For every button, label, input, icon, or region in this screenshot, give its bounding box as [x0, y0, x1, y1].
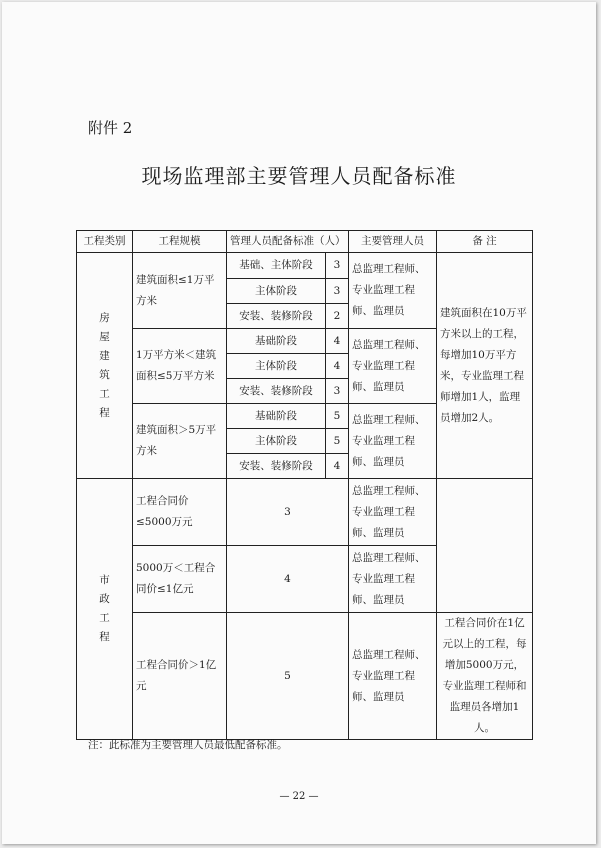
staff-cell: 总监理工程师、专业监理工程师、监理员: [349, 613, 437, 740]
header-staff: 主要管理人员: [349, 231, 437, 253]
scale-cell: 5000万＜工程合同价≤1亿元: [133, 546, 227, 613]
count-cell: 2: [326, 304, 349, 329]
scale-cell: 工程合同价＞1亿元: [133, 613, 227, 740]
scale-cell: 建筑面积＞5万平方米: [133, 404, 227, 479]
stage-cell: 安装、装修阶段: [227, 454, 326, 479]
remark-municipal: 工程合同价在1亿元以上的工程，每增加5000万元，专业监理工程师和监理员各增加1人。: [437, 613, 533, 740]
stage-cell: 主体阶段: [227, 429, 326, 454]
stage-cell: 主体阶段: [227, 354, 326, 379]
staff-cell: 总监理工程师、专业监理工程师、监理员: [349, 253, 437, 329]
count-cell: 4: [326, 354, 349, 379]
stage-cell: 基础阶段: [227, 404, 326, 429]
document-title: 现场监理部主要管理人员配备标准: [141, 164, 457, 188]
remark-empty: [437, 479, 533, 613]
document-page: [2, 2, 596, 844]
stage-cell: 基础、主体阶段: [227, 253, 326, 279]
remark-building: 建筑面积在10万平方米以上的工程，每增加10万平方米，专业监理工程师增加1人，监理员增加2人。: [437, 253, 533, 479]
stage-cell: 安装、装修阶段: [227, 379, 326, 404]
scale-cell: 1万平方米＜建筑面积≤5万平方米: [133, 329, 227, 404]
attachment-label: 附件 2: [88, 119, 133, 137]
count-cell: 3: [326, 279, 349, 304]
header-remark: 备 注: [437, 231, 533, 253]
staff-cell: 总监理工程师、专业监理工程师、监理员: [349, 479, 437, 546]
table-row: [77, 253, 533, 279]
stage-cell: 安装、装修阶段: [227, 304, 326, 329]
staffing-standard-table: [76, 230, 533, 740]
stage-cell: 主体阶段: [227, 279, 326, 304]
page-number: — 22 —: [279, 791, 319, 802]
header-scale: 工程规模: [133, 231, 227, 253]
table-row: [77, 479, 533, 546]
count-cell: 4: [326, 329, 349, 354]
count-cell: 5: [227, 613, 349, 740]
table-header-row: [77, 231, 533, 253]
header-category: 工程类别: [77, 231, 133, 253]
category-building: 房 屋 建 筑 工 程: [77, 253, 133, 479]
count-cell: 4: [227, 546, 349, 613]
count-cell: 5: [326, 429, 349, 454]
table-row: [77, 613, 533, 740]
footnote: 注：此标准为主要管理人员最低配备标准。: [88, 739, 288, 751]
count-cell: 5: [326, 404, 349, 429]
header-standard: 管理人员配备标准（人）: [227, 231, 349, 253]
count-cell: 4: [326, 454, 349, 479]
staff-cell: 总监理工程师、专业监理工程师、监理员: [349, 546, 437, 613]
scale-cell: 工程合同价≤5000万元: [133, 479, 227, 546]
count-cell: 3: [326, 253, 349, 279]
count-cell: 3: [227, 479, 349, 546]
scale-cell: 建筑面积≤1万平方米: [133, 253, 227, 329]
staff-cell: 总监理工程师、专业监理工程师、监理员: [349, 404, 437, 479]
stage-cell: 基础阶段: [227, 329, 326, 354]
staff-cell: 总监理工程师、专业监理工程师、监理员: [349, 329, 437, 404]
count-cell: 3: [326, 379, 349, 404]
category-municipal: 市 政 工 程: [77, 479, 133, 740]
